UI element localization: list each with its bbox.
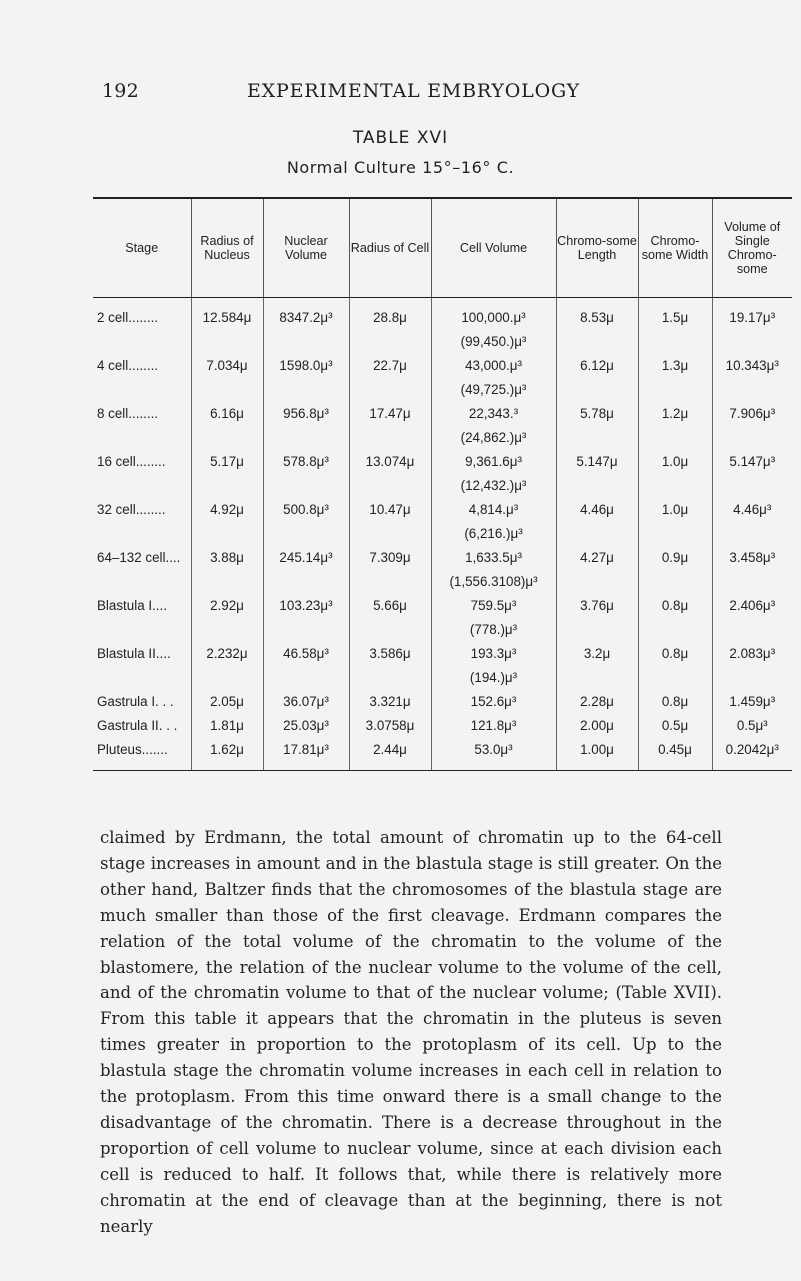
table-cell: 1.5μ bbox=[638, 298, 712, 331]
table-cell: 5.147μ bbox=[556, 450, 638, 474]
table-cell: (49,725.)μ³ bbox=[431, 378, 556, 402]
table-cell bbox=[556, 426, 638, 450]
table-cell bbox=[349, 426, 431, 450]
table-cell: 22.7μ bbox=[349, 354, 431, 378]
table-cell: 6.16μ bbox=[191, 402, 263, 426]
stage-cell: Gastrula II. . . bbox=[97, 718, 178, 733]
table-cell: 100,000.μ³ bbox=[431, 298, 556, 331]
stage-cell bbox=[93, 522, 191, 546]
table-cell: 121.8μ³ bbox=[431, 714, 556, 738]
table-cell: 8.53μ bbox=[556, 298, 638, 331]
table-cell: 1.62μ bbox=[191, 738, 263, 771]
table-cell bbox=[349, 378, 431, 402]
table-cell bbox=[263, 378, 349, 402]
table-cell: 6.12μ bbox=[556, 354, 638, 378]
table-subtitle: Normal Culture 15°–16° C. bbox=[286, 158, 515, 177]
table-cell bbox=[556, 378, 638, 402]
table-cell: 36.07μ³ bbox=[263, 690, 349, 714]
table-row bbox=[93, 378, 792, 402]
table-cell: 759.5μ³ bbox=[431, 594, 556, 618]
table-cell: 3.88μ bbox=[191, 546, 263, 570]
column-header-single-chromosome-volume: Volume of Single Chromo-some bbox=[712, 198, 792, 298]
table-cell: 5.147μ³ bbox=[712, 450, 792, 474]
table-cell: 1.0μ bbox=[638, 498, 712, 522]
column-header-nuclear-volume: Nuclear Volume bbox=[263, 198, 349, 298]
table-cell bbox=[712, 618, 792, 642]
table-cell: 19.17μ³ bbox=[712, 298, 792, 331]
table-cell bbox=[638, 570, 712, 594]
table-cell: 53.0μ³ bbox=[431, 738, 556, 771]
table-cell: 5.66μ bbox=[349, 594, 431, 618]
table-cell: 5.17μ bbox=[191, 450, 263, 474]
table-cell: 956.8μ³ bbox=[263, 402, 349, 426]
stage-cell: Gastrula I. . . bbox=[97, 694, 174, 709]
table-cell: 0.8μ bbox=[638, 690, 712, 714]
table-cell: 2.28μ bbox=[556, 690, 638, 714]
stage-cell bbox=[93, 378, 191, 402]
stage-cell: 8 cell........ bbox=[97, 406, 159, 421]
stage-cell bbox=[93, 618, 191, 642]
body-paragraph: claimed by Erdmann, the total amount of chromatin up to the 64-cell stage increases in amount and in the blastula stage is still greater. On the other hand, Baltzer finds that the chromosomes of the blastula stage are much smaller than those of the first cleavage. Erdmann compares the relation of the total volume of the chromatin to the volume of the blastomere, the relation of the nuclear volume to the volume of the cell, and of the chromatin volume to that of the nuclear volume; (Table XVII). From this table it appears that the chromatin in the pluteus is seven times greater in proportion to the protoplasm of its cell. Up to the blastula stage the chromatin volume increases in each cell in relation to the protoplasm. From this time onward there is a small change to the disadvantage of the chromatin. There is a decrease throughout in the proportion of cell volume to nuclear volume, since at each division each cell is reduced to half. It follows that, while there is relatively more chromatin at the end of cleavage than at the beginning, there is not nearly bbox=[100, 828, 722, 1236]
table-cell bbox=[638, 666, 712, 690]
table-row bbox=[93, 546, 792, 570]
table-cell: 4.27μ bbox=[556, 546, 638, 570]
table-cell: 4.92μ bbox=[191, 498, 263, 522]
table-cell: 1.3μ bbox=[638, 354, 712, 378]
table-row bbox=[93, 450, 792, 474]
table-cell bbox=[712, 522, 792, 546]
table-cell: 1,633.5μ³ bbox=[431, 546, 556, 570]
table-cell: 10.47μ bbox=[349, 498, 431, 522]
table-cell: 1598.0μ³ bbox=[263, 354, 349, 378]
table-row bbox=[93, 330, 792, 354]
table-cell: 3.76μ bbox=[556, 594, 638, 618]
stage-cell: Blastula I.... bbox=[97, 598, 167, 613]
table-row bbox=[93, 594, 792, 618]
table-cell bbox=[556, 666, 638, 690]
table-row bbox=[93, 690, 792, 714]
table-cell: 3.0758μ bbox=[349, 714, 431, 738]
table-cell bbox=[349, 330, 431, 354]
table-cell bbox=[191, 426, 263, 450]
table-cell: 0.9μ bbox=[638, 546, 712, 570]
table-cell bbox=[712, 378, 792, 402]
table-body bbox=[93, 298, 792, 771]
table-cell: (194.)μ³ bbox=[431, 666, 556, 690]
table-cell: (6,216.)μ³ bbox=[431, 522, 556, 546]
table-title: TABLE XVI bbox=[352, 128, 449, 148]
table-cell bbox=[556, 618, 638, 642]
table-row bbox=[93, 714, 792, 738]
table-cell bbox=[712, 474, 792, 498]
table-cell: 28.8μ bbox=[349, 298, 431, 331]
table-cell bbox=[712, 570, 792, 594]
table-cell: 9,361.6μ³ bbox=[431, 450, 556, 474]
column-header-radius-of-cell: Radius of Cell bbox=[349, 198, 431, 298]
table-cell: 4.46μ bbox=[556, 498, 638, 522]
table-cell: 46.58μ³ bbox=[263, 642, 349, 666]
table-cell: 8347.2μ³ bbox=[263, 298, 349, 331]
body-text bbox=[100, 825, 722, 1240]
page-number: 192 bbox=[102, 80, 139, 102]
table-cell bbox=[712, 426, 792, 450]
table-cell: 0.5μ³ bbox=[712, 714, 792, 738]
table-cell bbox=[191, 666, 263, 690]
column-header-chromosome-length: Chromo-some Length bbox=[556, 198, 638, 298]
table-cell: 193.3μ³ bbox=[431, 642, 556, 666]
table-cell: 17.81μ³ bbox=[263, 738, 349, 771]
table-cell: 5.78μ bbox=[556, 402, 638, 426]
table-cell: 22,343.³ bbox=[431, 402, 556, 426]
stage-cell: 2 cell........ bbox=[97, 310, 159, 325]
table-cell bbox=[191, 474, 263, 498]
table-cell: 500.8μ³ bbox=[263, 498, 349, 522]
table-row bbox=[93, 522, 792, 546]
table-cell: 4,814.μ³ bbox=[431, 498, 556, 522]
table-row bbox=[93, 298, 792, 331]
table-cell: 10.343μ³ bbox=[712, 354, 792, 378]
table-cell bbox=[556, 474, 638, 498]
table-cell: 7.906μ³ bbox=[712, 402, 792, 426]
data-table bbox=[93, 197, 792, 771]
table-cell: 12.584μ bbox=[191, 298, 263, 331]
table-cell bbox=[638, 330, 712, 354]
table-cell bbox=[263, 570, 349, 594]
table-cell bbox=[263, 426, 349, 450]
table-cell: (24,862.)μ³ bbox=[431, 426, 556, 450]
data-table-container bbox=[93, 197, 792, 800]
table-cell bbox=[349, 666, 431, 690]
stage-cell bbox=[93, 330, 191, 354]
table-cell: 2.083μ³ bbox=[712, 642, 792, 666]
table-cell: 7.034μ bbox=[191, 354, 263, 378]
column-header-radius-of-nucleus: Radius of Nucleus bbox=[191, 198, 263, 298]
table-cell bbox=[349, 522, 431, 546]
table-cell bbox=[349, 570, 431, 594]
table-cell: 4.46μ³ bbox=[712, 498, 792, 522]
stage-cell: 32 cell........ bbox=[97, 502, 166, 517]
table-cell: 17.47μ bbox=[349, 402, 431, 426]
table-row bbox=[93, 474, 792, 498]
table-cell: 0.2042μ³ bbox=[712, 738, 792, 771]
table-cell bbox=[712, 330, 792, 354]
table-cell: 2.406μ³ bbox=[712, 594, 792, 618]
table-cell: 2.44μ bbox=[349, 738, 431, 771]
table-cell bbox=[191, 522, 263, 546]
table-cell bbox=[263, 522, 349, 546]
table-cell bbox=[263, 618, 349, 642]
table-cell: 13.074μ bbox=[349, 450, 431, 474]
table-cell bbox=[263, 474, 349, 498]
table-cell: (12,432.)μ³ bbox=[431, 474, 556, 498]
table-cell: 1.81μ bbox=[191, 714, 263, 738]
table-cell: 0.45μ bbox=[638, 738, 712, 771]
table-row bbox=[93, 354, 792, 378]
table-cell bbox=[638, 522, 712, 546]
table-cell bbox=[556, 522, 638, 546]
table-cell: 3.586μ bbox=[349, 642, 431, 666]
table-cell bbox=[191, 618, 263, 642]
table-row bbox=[93, 402, 792, 426]
table-cell: 43,000.μ³ bbox=[431, 354, 556, 378]
table-cell: (99,450.)μ³ bbox=[431, 330, 556, 354]
table-row bbox=[93, 642, 792, 666]
table-cell bbox=[556, 330, 638, 354]
table-cell: 25.03μ³ bbox=[263, 714, 349, 738]
stage-cell: 64–132 cell.... bbox=[97, 550, 181, 565]
table-cell bbox=[191, 378, 263, 402]
running-head: EXPERIMENTAL EMBRYOLOGY bbox=[247, 80, 580, 102]
table-cell: 0.5μ bbox=[638, 714, 712, 738]
stage-cell bbox=[93, 570, 191, 594]
table-cell bbox=[349, 618, 431, 642]
stage-cell: 16 cell........ bbox=[97, 454, 166, 469]
table-cell bbox=[638, 426, 712, 450]
stage-cell bbox=[93, 474, 191, 498]
table-row bbox=[93, 666, 792, 690]
table-cell: 103.23μ³ bbox=[263, 594, 349, 618]
table-row bbox=[93, 570, 792, 594]
stage-cell: Pluteus....... bbox=[93, 738, 191, 771]
table-cell: 2.00μ bbox=[556, 714, 638, 738]
table-cell: 3.321μ bbox=[349, 690, 431, 714]
table-row bbox=[93, 498, 792, 522]
column-header-stage: Stage bbox=[93, 198, 191, 298]
table-cell: (1,556.3108)μ³ bbox=[431, 570, 556, 594]
table-cell bbox=[263, 666, 349, 690]
table-cell: 578.8μ³ bbox=[263, 450, 349, 474]
stage-cell: Blastula II.... bbox=[97, 646, 171, 661]
stage-cell: 4 cell........ bbox=[97, 358, 159, 373]
column-header-cell-volume: Cell Volume bbox=[431, 198, 556, 298]
table-header-row bbox=[93, 198, 792, 298]
table-cell bbox=[349, 474, 431, 498]
table-cell: 0.8μ bbox=[638, 594, 712, 618]
table-cell bbox=[638, 378, 712, 402]
table-cell: 1.2μ bbox=[638, 402, 712, 426]
table-cell bbox=[638, 474, 712, 498]
table-cell: 2.232μ bbox=[191, 642, 263, 666]
table-cell: 245.14μ³ bbox=[263, 546, 349, 570]
table-cell bbox=[191, 330, 263, 354]
page-header bbox=[0, 80, 801, 114]
column-header-chromosome-width: Chromo-some Width bbox=[638, 198, 712, 298]
table-row bbox=[93, 618, 792, 642]
table-cell: 1.00μ bbox=[556, 738, 638, 771]
table-cell: 7.309μ bbox=[349, 546, 431, 570]
table-cell: 3.2μ bbox=[556, 642, 638, 666]
table-cell: 3.458μ³ bbox=[712, 546, 792, 570]
table-cell bbox=[556, 570, 638, 594]
table-row bbox=[93, 738, 792, 771]
stage-cell bbox=[93, 426, 191, 450]
table-cell: 0.8μ bbox=[638, 642, 712, 666]
table-row bbox=[93, 426, 792, 450]
table-cell: 1.459μ³ bbox=[712, 690, 792, 714]
table-cell bbox=[638, 618, 712, 642]
table-cell bbox=[191, 570, 263, 594]
table-cell: 152.6μ³ bbox=[431, 690, 556, 714]
stage-cell bbox=[93, 666, 191, 690]
table-cell: 2.05μ bbox=[191, 690, 263, 714]
table-cell: 2.92μ bbox=[191, 594, 263, 618]
table-cell bbox=[263, 330, 349, 354]
table-cell: (778.)μ³ bbox=[431, 618, 556, 642]
table-cell: 1.0μ bbox=[638, 450, 712, 474]
table-cell bbox=[712, 666, 792, 690]
